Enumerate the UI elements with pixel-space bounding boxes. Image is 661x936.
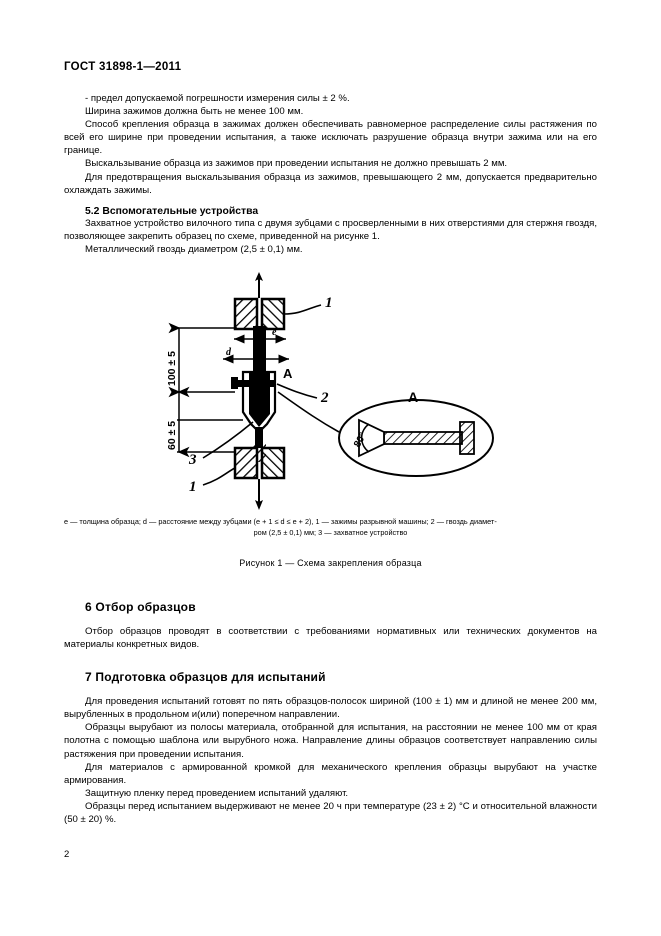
- paragraph-specimen-cutting: Образцы вырубают из полосы материала, отобранной для испытания, на расстоянии не менее 100 мм от края полотна с помощью шаблона или вырубного ножа. Направление длины образцов соответствует направлению силы растяжения при проведении испытания.: [64, 722, 597, 760]
- paragraph-protective-film: Защитную пленку перед проведением испытаний удаляют.: [85, 787, 349, 799]
- figure-1: [0, 272, 661, 517]
- figure-legend: [64, 516, 597, 538]
- paragraph-clamp-method: Способ крепления образца в зажимах должен обеспечивать равномерное распределение силы растяжения по всей его ширине при проведении испытания, а также исключать разрушение образца внутри зажима или на его границе.: [64, 119, 597, 157]
- figure-callout-1-bottom: 1: [188, 479, 196, 495]
- figure-dimension-100: 100 ± 5: [165, 351, 178, 386]
- figure-angle-label: 80°: [351, 430, 369, 450]
- paragraph-slippage-prevention: Для предотвращения выскальзывания образца из зажимов, превышающего 2 мм, допускается предварительно охлаждать зажимы.: [64, 171, 597, 196]
- page-number: 2: [64, 849, 70, 860]
- figure-caption: Рисунок 1 — Схема закрепления образца: [239, 558, 422, 568]
- paragraph-slippage: Выскальзывание образца из зажимов при проведении испытания не должно превышать 2 мм.: [85, 158, 508, 170]
- heading-5-2: 5.2 Вспомогательные устройства: [85, 205, 259, 217]
- figure-callout-2: 2: [320, 390, 328, 406]
- paragraph-reinforced-edge: Для материалов с армированной кромкой для механического крепления образцы вырубают на участке армирования.: [64, 761, 597, 786]
- figure-detail-title-a: A: [407, 389, 418, 405]
- heading-6: 6 Отбор образцов: [85, 600, 196, 614]
- lower-sections: [64, 600, 597, 826]
- figure-callout-1-top: 1: [324, 295, 332, 311]
- paragraph-sampling: Отбор образцов проводят в соответствии с требованиями нормативных или технических документов на материалы конкретных видов.: [64, 626, 597, 651]
- heading-7: 7 Подготовка образцов для испытаний: [85, 670, 326, 685]
- figure-legend-line-1: e — толщина образца; d — расстояние между зубцами (e + 1 ≤ d ≤ e + 2), 1 — зажимы разрывной машины; 2 — гвоздь диамет-: [64, 517, 497, 526]
- figure-detail-marker-a: A: [282, 366, 292, 381]
- figure-1-drawing: [0, 272, 661, 517]
- paragraph-conditioning: Образцы перед испытанием выдерживают не менее 20 ч при температуре (23 ± 2) °С и относительной влажности (50 ± 20) %.: [64, 800, 597, 826]
- section-5-continued: [64, 92, 597, 256]
- figure-legend-line-2: ром (2,5 ± 0,1) мм; 3 — захватное устройство: [253, 528, 408, 537]
- figure-dimension-60: 60 ± 5: [165, 420, 178, 450]
- figure-label-d: d: [225, 347, 231, 358]
- page-header: ГОСТ 31898-1—2011: [64, 61, 182, 73]
- paragraph-fork-device: Захватное устройство вилочного типа с двумя зубцами с просверленными в них отверстиями для стержня гвоздя, позволяющее закрепить образец по схеме, приведенной на рисунке 1.: [64, 217, 597, 242]
- figure-callout-3: 3: [188, 452, 196, 468]
- paragraph-specimen-count: Для проведения испытаний готовят по пять образцов-полосок шириной (100 ± 1) мм и длиной не менее 200 мм, вырубленных в продольном и(или) поперечном направлении.: [64, 696, 597, 721]
- figure-label-e: e: [271, 327, 276, 338]
- clamping-scheme-svg: [131, 272, 531, 512]
- bullet-force-tolerance: - предел допускаемой погрешности измерения силы ± 2 %.: [85, 93, 350, 104]
- paragraph-clamp-width: Ширина зажимов должна быть не менее 100 мм.: [85, 106, 304, 118]
- paragraph-nail-diameter: Металлический гвоздь диаметром (2,5 ± 0,1) мм.: [85, 243, 303, 255]
